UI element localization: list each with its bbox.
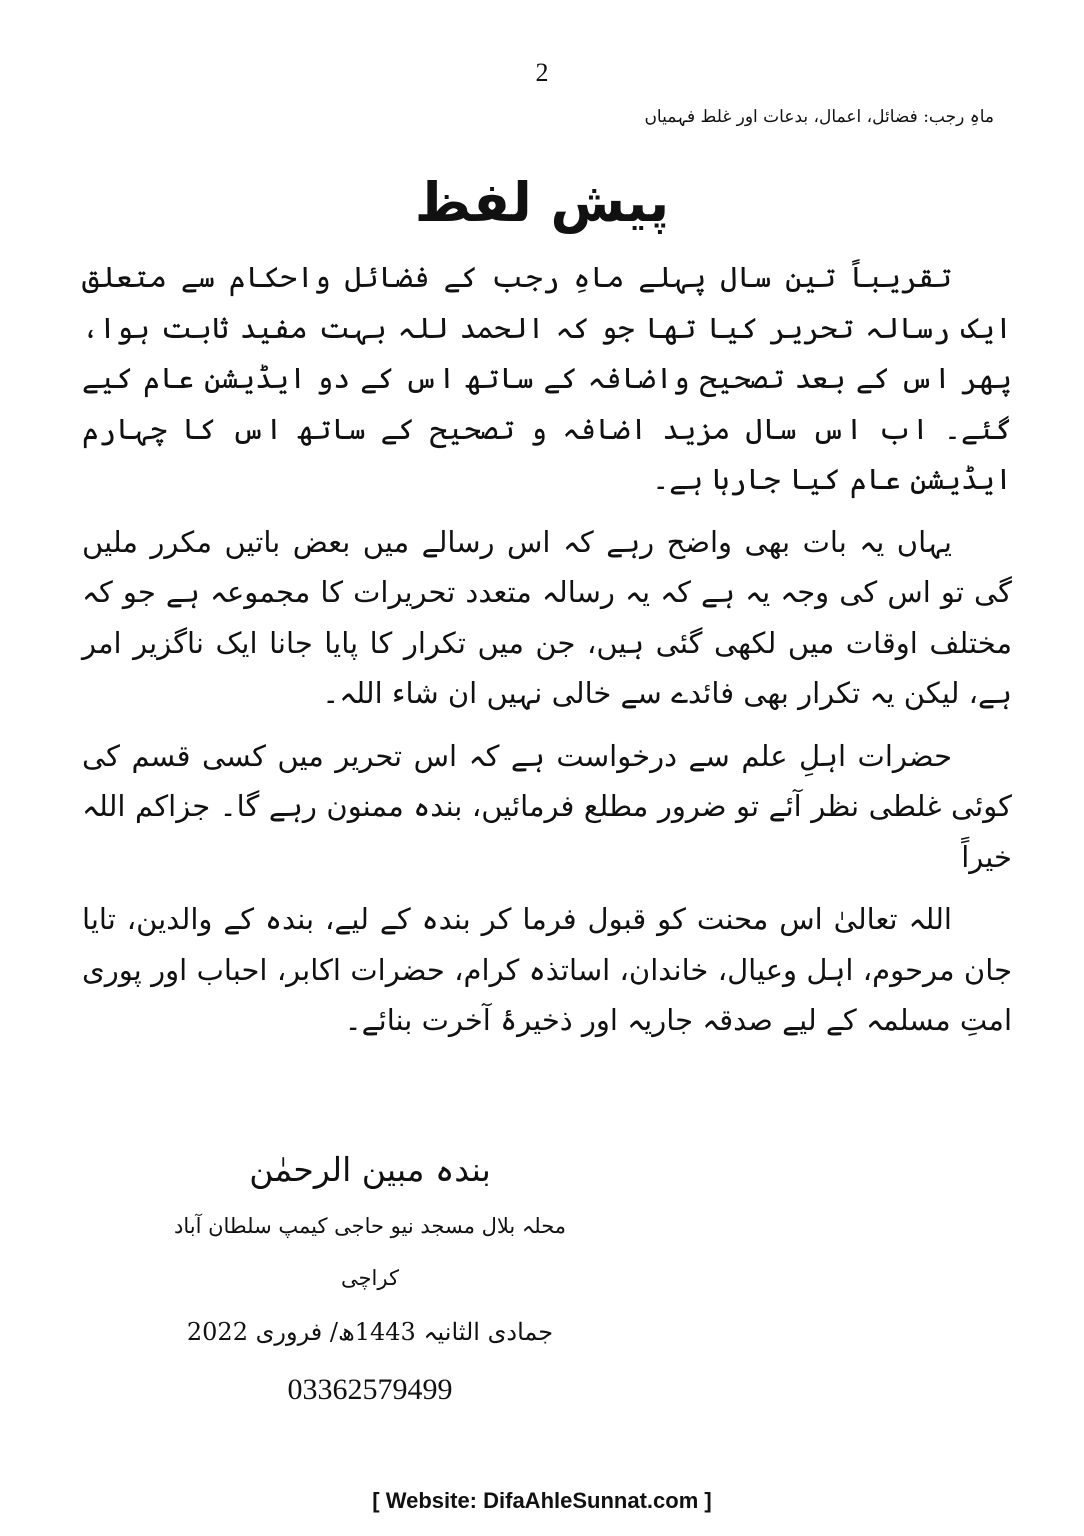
author-address: محلہ بلال مسجد نیو حاجی کیمپ سلطان آباد کراچی (174, 1214, 566, 1290)
paragraph-3: حضرات اہلِ علم سے درخواست ہے کہ اس تحریر میں کسی قسم کی کوئی غلطی نظر آئے تو ضرور مطلع فرمائیں، بندہ ممنون رہے گا۔ جزاکم اللہ خیراً (82, 738, 1012, 874)
signature-date: جمادی الثانیہ 1443ھ/ فروری 2022 (186, 1318, 554, 1346)
page-title: پیش لفظ (414, 171, 670, 234)
preface-body (82, 252, 1012, 1058)
website-footer: [ Website: DifaAhleSunnat.com ] (372, 1488, 712, 1513)
paragraph-4: اللہ تعالیٰ اس محنت کو قبول فرما کر بندہ کے لیے، بندہ کے والدین، تایا جان مرحوم، اہل وعیال، خاندان، اساتذہ کرام، حضرات اکابر، احباب اور پوری امتِ مسلمہ کے لیے صدقہ جاریہ اور ذخیرۂ آخرت بنائے۔ (82, 902, 1012, 1037)
signature-block (160, 1140, 580, 1420)
phone-number: 03362579499 (287, 1373, 453, 1406)
page-number: 2 (535, 58, 549, 87)
paragraph-1: تقریباً تین سال پہلے ماہِ رجب کے فضائل واحکام سے متعلق ایک رسالہ تحریر کیا تھا جو کہ الحمد للہ بہت مفید ثابت ہوا، پھر اس کے بعد تصحیح واضافہ کے ساتھ اس کے دو ایڈیشن عام کیے گئے۔ اب اس سال مزید اضافہ و تصحیح کے ساتھ اس کا چہارم ایڈیشن عام کیا جارہا ہے۔ (82, 260, 1012, 496)
author-name: بندہ مبین الرحمٰن (249, 1150, 491, 1189)
running-header: ماہِ رجب: فضائل، اعمال، بدعات اور غلط فہمیاں (644, 107, 994, 127)
paragraph-2: یہاں یہ بات بھی واضح رہے کہ اس رسالے میں بعض باتیں مکرر ملیں گی تو اس کی وجہ یہ ہے کہ یہ رسالہ متعدد تحریرات کا مجموعہ ہے جو کہ مختلف اوقات میں لکھی گئی ہیں، جن میں تکرار کا پایا جانا ایک ناگزیر امر ہے، لیکن یہ تکرار بھی فائدے سے خالی نہیں ان شاء اللہ۔ (82, 524, 1012, 710)
